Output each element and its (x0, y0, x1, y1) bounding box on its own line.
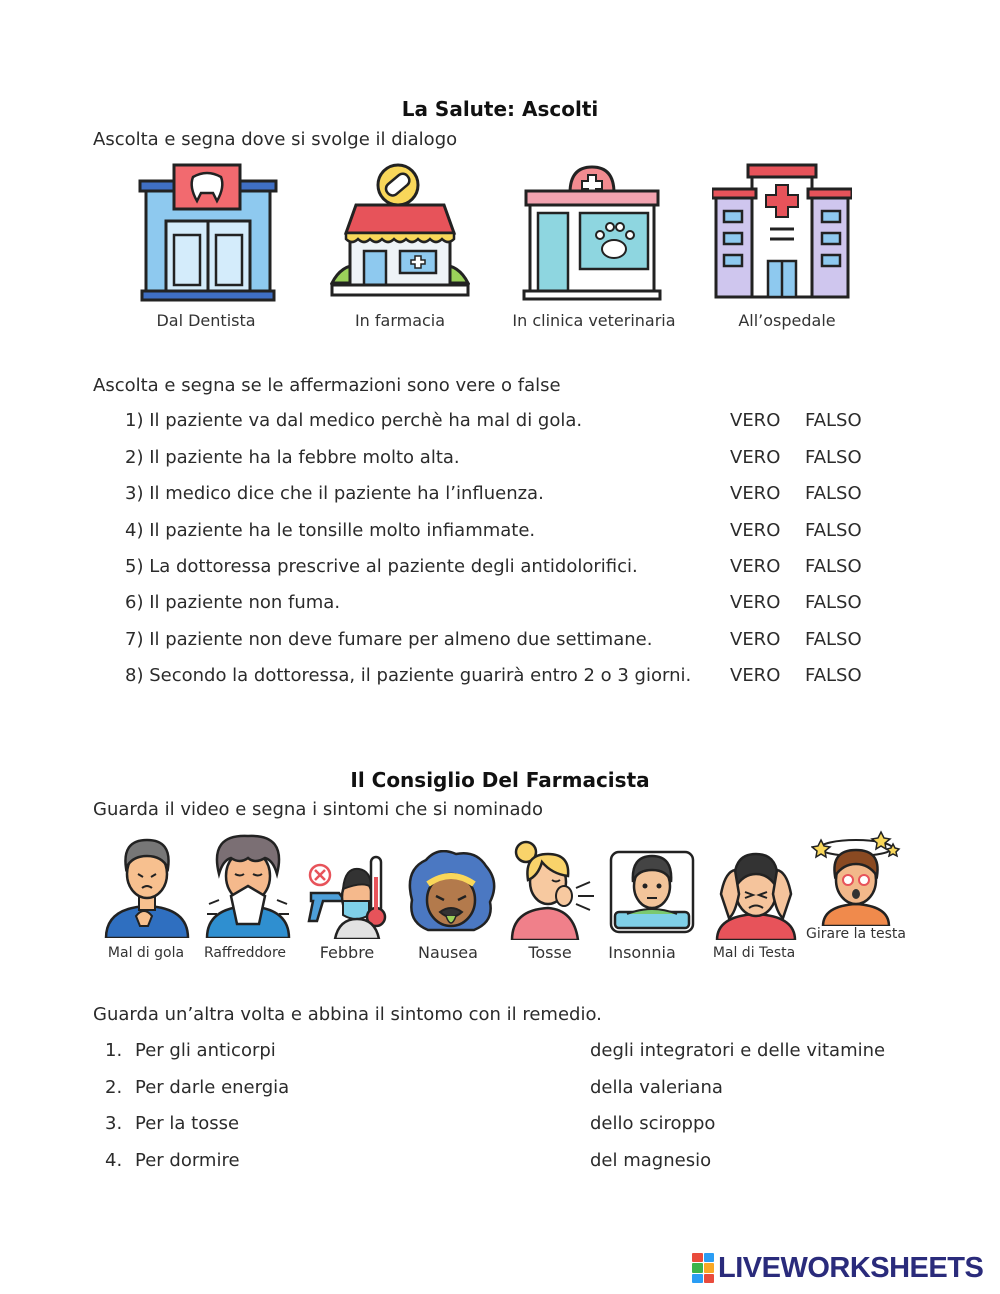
match-row (105, 1040, 905, 1070)
vero-option[interactable]: VERO (730, 447, 781, 468)
logo-text: LIVEWORKSHEETS (718, 1251, 984, 1284)
dentist-building-icon[interactable] (138, 163, 278, 303)
symptom-label-cold: Raffreddore (203, 945, 287, 961)
statement-row (125, 483, 885, 513)
statement-text: 2) Il paziente ha la febbre molto alta. (125, 447, 460, 468)
statement-text: 5) La dottoressa prescrive al paziente degli antidolorifici. (125, 556, 638, 577)
nausea-icon[interactable] (406, 850, 496, 950)
place-label-dentist: Dal Dentista (156, 311, 256, 330)
vero-option[interactable]: VERO (730, 556, 781, 577)
match-number: 4. (105, 1150, 123, 1171)
match-number: 1. (105, 1040, 123, 1061)
falso-option[interactable]: FALSO (805, 629, 862, 650)
match-right-item[interactable]: dello sciroppo (590, 1113, 716, 1134)
headache-icon[interactable] (711, 850, 801, 950)
statement-row (125, 410, 885, 440)
hospital-icon[interactable] (712, 163, 852, 303)
match-row (105, 1113, 905, 1143)
insomnia-icon[interactable] (607, 848, 697, 948)
falso-option[interactable]: FALSO (805, 556, 862, 577)
falso-option[interactable]: FALSO (805, 410, 862, 431)
statement-row (125, 447, 885, 477)
symptom-label-cough: Tosse (528, 943, 572, 962)
match-right-item[interactable]: del magnesio (590, 1150, 712, 1171)
match-row (105, 1077, 905, 1107)
symptom-label-headache: Mal di Testa (712, 945, 796, 961)
liveworksheets-logo[interactable] (692, 1250, 983, 1286)
match-left-item: Per la tosse (135, 1113, 240, 1134)
statement-row (125, 665, 885, 695)
falso-option[interactable]: FALSO (805, 520, 862, 541)
match-number: 3. (105, 1113, 123, 1134)
statement-text: 3) Il medico dice che il paziente ha l’influenza. (125, 483, 544, 504)
statement-row (125, 592, 885, 622)
symptom-label-dizzy: Girare la testa (806, 926, 906, 942)
vero-option[interactable]: VERO (730, 410, 781, 431)
symptom-label-nausea: Nausea (418, 943, 478, 962)
falso-option[interactable]: FALSO (805, 483, 862, 504)
match-left-item: Per darle energia (135, 1077, 290, 1098)
place-label-hospital: All’ospedale (738, 311, 836, 330)
matching-instruction: Guarda un’altra volta e abbina il sintomo con il remedio. (93, 1004, 602, 1025)
symptom-label-insomnia: Insonnia (608, 943, 676, 962)
pharmacy-shop-icon[interactable] (330, 163, 470, 303)
match-row (105, 1150, 905, 1180)
symptom-label-sore-throat: Mal di gola (107, 945, 185, 961)
falso-option[interactable]: FALSO (805, 665, 862, 686)
sore-throat-icon[interactable] (102, 838, 192, 938)
section1-title: La Salute: Ascolti (401, 97, 599, 121)
logo-blocks-icon (692, 1253, 714, 1283)
vero-option[interactable]: VERO (730, 483, 781, 504)
cough-icon[interactable] (508, 840, 598, 940)
true-false-instruction: Ascolta e segna se le affermazioni sono vere o false (93, 375, 561, 396)
place-label-vet: In clinica veterinaria (512, 311, 676, 330)
statement-text: 1) Il paziente va dal medico perchè ha mal di gola. (125, 410, 583, 431)
cold-sneeze-icon[interactable] (203, 834, 293, 934)
statement-text: 4) Il paziente ha le tonsille molto infiammate. (125, 520, 536, 541)
vero-option[interactable]: VERO (730, 520, 781, 541)
symptoms-instruction: Guarda il video e segna i sintomi che si nominado (93, 799, 543, 820)
statement-row (125, 520, 885, 550)
statement-text: 8) Secondo la dottoressa, il paziente guarirà entro 2 o 3 giorni. (125, 665, 692, 686)
section2-title: Il Consiglio Del Farmacista (350, 768, 650, 792)
place-label-pharmacy: In farmacia (354, 311, 446, 330)
match-right-item[interactable]: degli integratori e delle vitamine (590, 1040, 886, 1061)
fever-thermometer-icon[interactable] (305, 849, 395, 949)
vero-option[interactable]: VERO (730, 592, 781, 613)
falso-option[interactable]: FALSO (805, 592, 862, 613)
falso-option[interactable]: FALSO (805, 447, 862, 468)
dizzy-icon[interactable] (811, 830, 901, 930)
match-left-item: Per dormire (135, 1150, 240, 1171)
statement-text: 6) Il paziente non fuma. (125, 592, 341, 613)
vet-clinic-icon[interactable] (522, 163, 662, 303)
vero-option[interactable]: VERO (730, 629, 781, 650)
statement-row (125, 556, 885, 586)
match-number: 2. (105, 1077, 123, 1098)
match-left-item: Per gli anticorpi (135, 1040, 276, 1061)
symptom-label-fever: Febbre (319, 943, 375, 962)
places-instruction: Ascolta e segna dove si svolge il dialogo (93, 129, 458, 150)
statement-text: 7) Il paziente non deve fumare per almeno due settimane. (125, 629, 653, 650)
statement-row (125, 629, 885, 659)
match-right-item[interactable]: della valeriana (590, 1077, 723, 1098)
vero-option[interactable]: VERO (730, 665, 781, 686)
